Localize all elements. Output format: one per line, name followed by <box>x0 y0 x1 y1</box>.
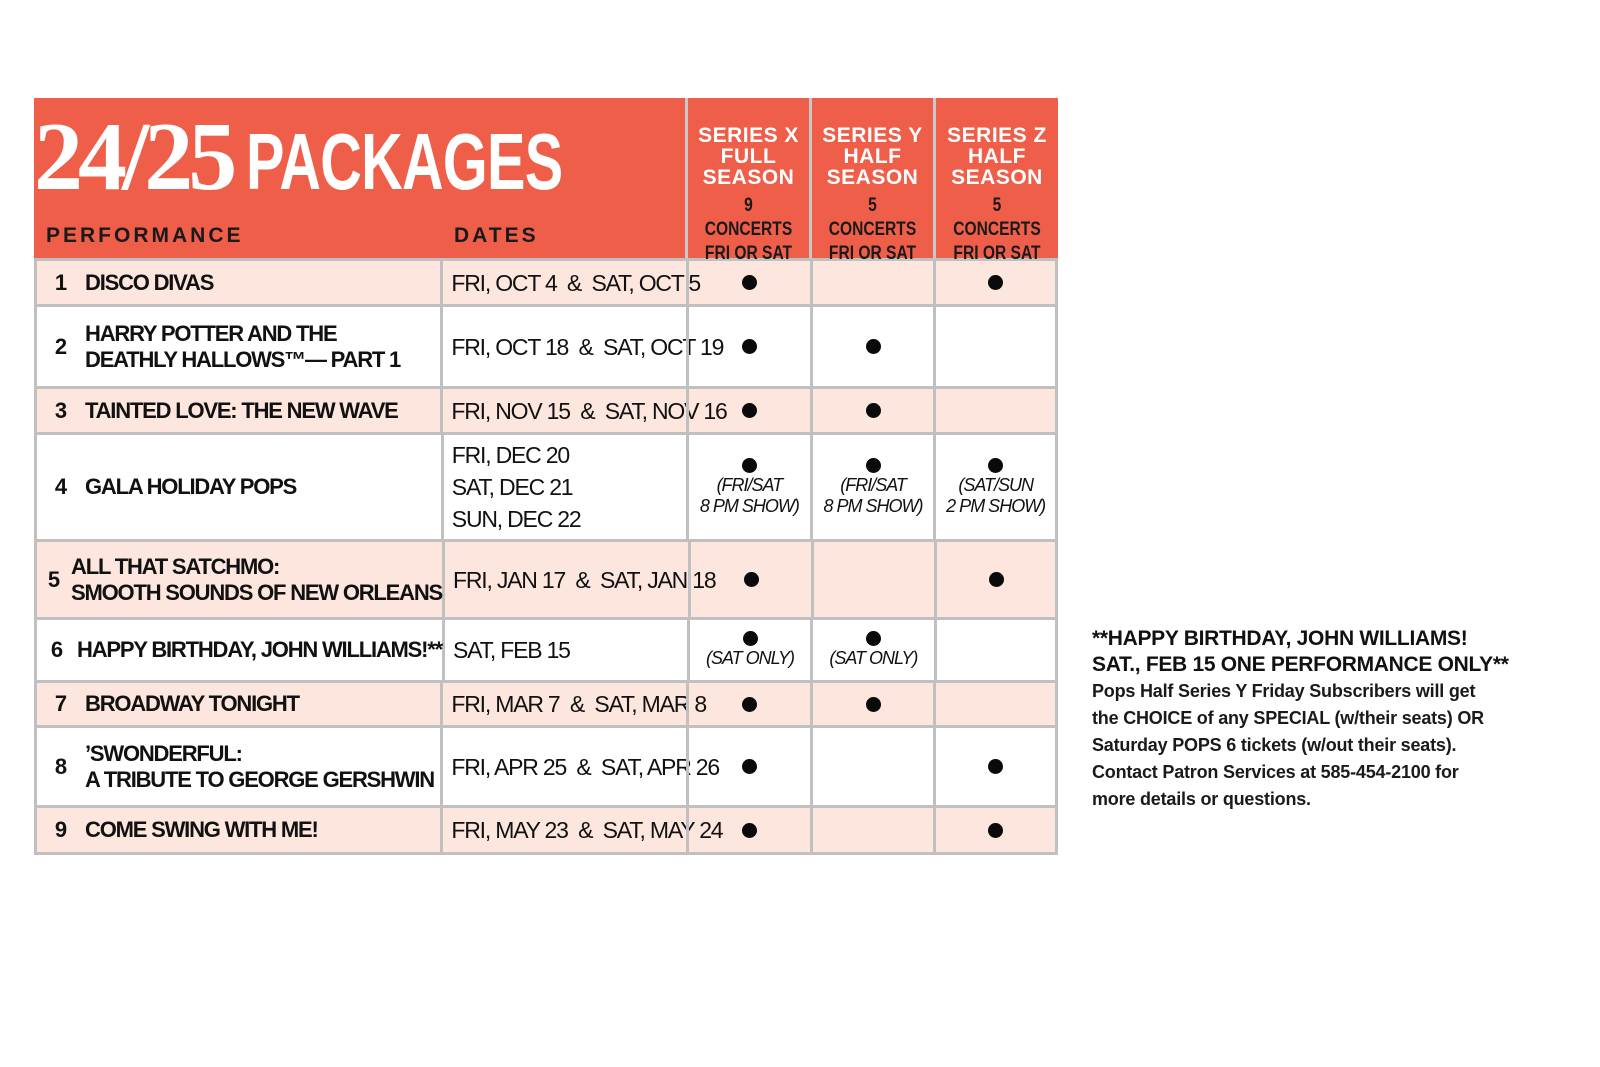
included-dot-icon <box>742 458 757 473</box>
performance-title-line: ’SWONDERFUL: <box>85 740 242 766</box>
series-z-name: SERIES Z <box>947 124 1047 147</box>
table-row <box>37 386 1055 432</box>
performance-title-line: DEATHLY HALLOWS™— PART 1 <box>85 346 401 372</box>
included-dot-icon <box>988 759 1003 774</box>
series-x-cell <box>686 261 810 304</box>
series-z-cell <box>934 542 1055 617</box>
series-y-length: HALF <box>843 145 902 168</box>
date-line: FRI, MAY 23 & SAT, MAY 24 <box>451 817 723 843</box>
table-header <box>34 98 1058 264</box>
included-dot-icon <box>742 403 757 418</box>
series-x-cell <box>688 542 811 617</box>
series-z-cell <box>933 728 1055 805</box>
performance-cell <box>37 808 440 852</box>
performance-cell <box>37 620 442 680</box>
performance-title <box>85 474 296 500</box>
performance-title-line: HARRY POTTER AND THE <box>85 320 337 346</box>
series-y-cell <box>810 261 934 304</box>
series-y-days: FRI OR SAT <box>828 243 917 264</box>
performance-title-line: DISCO DIVAS <box>85 269 214 295</box>
performance-cell <box>37 435 441 539</box>
series-z-cell <box>933 261 1055 304</box>
sidenote-line: Saturday POPS 6 tickets (w/out their seats). <box>1092 735 1457 755</box>
performance-number: 3 <box>54 397 68 423</box>
performance-title <box>85 270 213 296</box>
series-y-cell <box>810 620 933 680</box>
table-row <box>37 725 1055 805</box>
performance-title-line: GALA HOLIDAY POPS <box>85 474 297 499</box>
included-dot-icon <box>866 403 881 418</box>
table-row <box>37 805 1055 852</box>
performance-number: 8 <box>54 753 68 779</box>
sidenote-line: the CHOICE of any SPECIAL (w/their seats) OR <box>1092 708 1484 728</box>
date-line: SAT, FEB 15 <box>453 637 570 663</box>
table-row <box>37 539 1055 617</box>
included-dot-icon <box>988 823 1003 838</box>
column-header-performance: PERFORMANCE <box>46 224 244 247</box>
series-x-season: SEASON <box>702 166 795 189</box>
sidenote <box>1092 626 1562 813</box>
included-dot-icon <box>742 823 757 838</box>
series-z-season: SEASON <box>951 166 1043 189</box>
series-x-name: SERIES X <box>698 124 799 147</box>
performance-cell <box>37 389 440 432</box>
series-y-name: SERIES Y <box>822 124 923 147</box>
series-x-days: FRI OR SAT <box>704 243 793 264</box>
performance-title-line: SMOOTH SOUNDS OF NEW ORLEANS <box>71 579 442 605</box>
series-z-days: FRI OR SAT <box>953 243 1041 264</box>
series-z-cell <box>933 389 1055 432</box>
performance-number: 9 <box>54 817 68 842</box>
dates-cell <box>440 307 724 386</box>
included-dot-icon <box>742 339 757 354</box>
performance-title <box>71 554 442 606</box>
performance-cell <box>37 728 440 805</box>
included-dot-icon <box>742 697 757 712</box>
performance-title <box>85 398 398 424</box>
series-x-cell <box>686 728 810 805</box>
included-dot-icon <box>866 631 881 646</box>
table-row <box>37 304 1055 386</box>
series-x-cell <box>686 435 810 539</box>
date-line: SUN, DEC 22 <box>451 506 581 532</box>
series-x-cell <box>686 808 810 852</box>
series-y-cell <box>810 683 934 725</box>
dates-cell <box>440 683 706 725</box>
included-dot-icon <box>989 572 1004 587</box>
sidenote-line: more details or questions. <box>1092 789 1311 809</box>
show-note: (FRI/SAT 8 PM SHOW) <box>699 474 799 516</box>
included-dot-icon <box>742 275 757 290</box>
included-dot-icon <box>742 759 757 774</box>
included-dot-icon <box>866 697 881 712</box>
performance-title-line: BROADWAY TONIGHT <box>85 691 299 716</box>
performance-number: 7 <box>54 691 68 716</box>
sidenote-heading-1: **HAPPY BIRTHDAY, JOHN WILLIAMS! <box>1092 627 1468 650</box>
date-line: FRI, OCT 18 & SAT, OCT 19 <box>451 333 724 360</box>
series-x-cell <box>686 389 810 432</box>
series-z-concerts: 5 CONCERTS <box>953 195 1041 240</box>
show-note: (FRI/SAT 8 PM SHOW) <box>823 474 923 516</box>
series-z-cell <box>933 683 1055 725</box>
performance-cell <box>37 683 440 725</box>
date-line: FRI, JAN 17 & SAT, JAN 18 <box>453 566 716 593</box>
series-x-cell <box>686 683 810 725</box>
performance-title-line: HAPPY BIRTHDAY, JOHN WILLIAMS!** <box>77 637 442 662</box>
date-line: FRI, OCT 4 & SAT, OCT 5 <box>451 269 701 296</box>
dates-cell <box>440 389 727 432</box>
performance-cell <box>37 307 440 386</box>
series-y-cell <box>810 808 934 852</box>
series-y-cell <box>810 728 934 805</box>
sidenote-line: Pops Half Series Y Friday Subscribers will get <box>1092 681 1476 701</box>
table-row <box>37 680 1055 725</box>
dates-cell <box>440 808 723 852</box>
series-y-cell <box>811 542 934 617</box>
series-z-cell <box>934 620 1055 680</box>
series-z-cell <box>933 435 1055 539</box>
performance-cell <box>37 261 440 304</box>
included-dot-icon <box>743 631 758 646</box>
series-y-cell <box>810 389 934 432</box>
date-line: FRI, NOV 15 & SAT, NOV 16 <box>451 397 727 424</box>
dates-cell <box>440 728 719 805</box>
included-dot-icon <box>988 458 1003 473</box>
sidenote-line: Contact Patron Services at 585-454-2100 for <box>1092 762 1459 782</box>
table-row <box>37 617 1055 680</box>
title-word: PACKAGES <box>246 117 563 206</box>
page-title <box>34 103 686 211</box>
series-z-cell <box>933 808 1055 852</box>
performance-number: 4 <box>54 474 68 499</box>
included-dot-icon <box>988 275 1003 290</box>
performance-number: 2 <box>54 333 68 359</box>
column-header-dates: DATES <box>454 224 539 247</box>
column-header-series-y <box>809 98 933 264</box>
performance-title <box>85 741 434 793</box>
table-row <box>37 432 1055 539</box>
performance-title <box>85 817 318 843</box>
series-y-concerts: 5 CONCERTS <box>828 195 917 240</box>
included-dot-icon <box>866 339 881 354</box>
performance-cell <box>37 542 442 617</box>
included-dot-icon <box>866 458 881 473</box>
column-header-series-z <box>933 98 1058 264</box>
dates-cell <box>442 542 716 617</box>
performance-title-line: A TRIBUTE TO GEORGE GERSHWIN <box>85 766 434 792</box>
performance-title <box>85 321 400 373</box>
dates-cell <box>441 435 686 539</box>
performance-title <box>77 637 442 663</box>
packages-table <box>34 98 1058 855</box>
series-x-concerts: 9 CONCERTS <box>704 195 793 240</box>
date-line: FRI, APR 25 & SAT, APR 26 <box>451 753 719 780</box>
performance-number: 5 <box>47 566 61 592</box>
performance-number: 1 <box>54 269 68 295</box>
performance-title-line: ALL THAT SATCHMO: <box>71 553 280 579</box>
date-line: FRI, DEC 20 <box>451 442 569 468</box>
show-note: (SAT/SUN 2 PM SHOW) <box>946 474 1046 516</box>
performance-title <box>85 691 299 717</box>
series-x-cell <box>687 620 810 680</box>
performance-title-line: COME SWING WITH ME! <box>85 817 318 842</box>
series-y-cell <box>810 435 934 539</box>
sidenote-heading-2: SAT., FEB 15 ONE PERFORMANCE ONLY** <box>1092 653 1509 676</box>
performance-number: 6 <box>50 637 64 662</box>
series-x-cell <box>686 307 810 386</box>
dates-cell <box>440 261 701 304</box>
column-header-series-x <box>685 98 809 264</box>
show-note: (SAT ONLY) <box>705 648 795 668</box>
series-z-length: HALF <box>968 145 1026 168</box>
included-dot-icon <box>744 572 759 587</box>
show-note: (SAT ONLY) <box>829 648 918 668</box>
dates-cell <box>442 620 687 680</box>
date-line: SAT, DEC 21 <box>451 474 573 500</box>
series-y-season: SEASON <box>826 166 919 189</box>
series-x-length: FULL <box>720 145 777 168</box>
date-line: FRI, MAR 7 & SAT, MAR 8 <box>451 691 706 717</box>
series-z-cell <box>933 307 1055 386</box>
performance-title-line: TAINTED LOVE: THE NEW WAVE <box>85 397 398 423</box>
title-years: 24/25 <box>34 103 233 211</box>
series-y-cell <box>810 307 934 386</box>
table-body <box>34 258 1058 855</box>
